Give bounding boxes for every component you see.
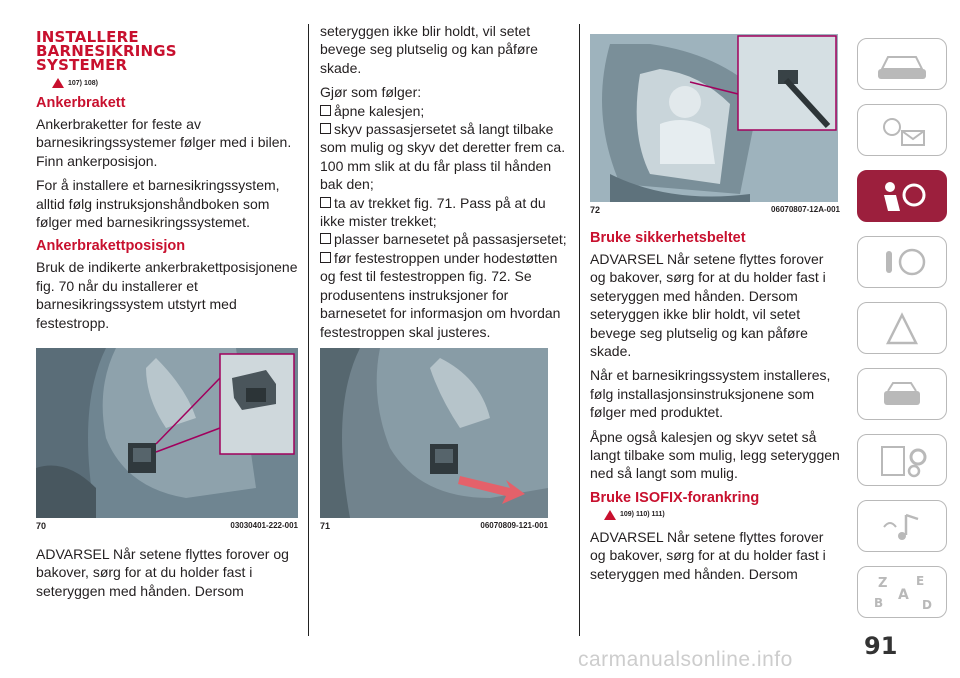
warning-reference: 109) 110) 111) xyxy=(604,510,840,520)
tab-starting-driving[interactable] xyxy=(857,236,947,288)
paragraph-continued: seteryggen ikke blir holdt, vil setet bevege seg plutselig og kan påføre skade. xyxy=(320,23,538,76)
tab-index[interactable] xyxy=(857,566,947,618)
paragraph-belt-warning: ADVARSEL Når setene flyttes forover og bakover, sørg for at du holder fast i seteryggen med hånden. Dersom seteryggen ikke blir holdt, vil setet bevege seg plutselig og kan påføre skade. xyxy=(590,251,826,360)
paragraph-anchor: Ankerbraketter for feste av barnesikringssystemer følger med i bilen. Finn ankerposisjon. xyxy=(36,116,292,169)
warning-reference: 107) 108) xyxy=(52,78,298,88)
tab-multimedia[interactable] xyxy=(857,500,947,552)
checkbox-bullet-icon xyxy=(320,233,331,244)
cover-removal-illustration xyxy=(320,348,548,518)
watermark: carmanualsonline.info xyxy=(578,648,793,671)
figure-70-caption: 70 03030401-222-001 xyxy=(36,521,298,532)
column-divider xyxy=(308,24,309,636)
figure-72 xyxy=(590,34,838,202)
tab-technical-data[interactable] xyxy=(857,434,947,486)
figure-71-wrap xyxy=(320,348,548,531)
paragraph-belt-install: Når et barnesikringssystem installeres, følg installasjonsinstruksjonene som følger med produktet. xyxy=(590,367,831,421)
heading-belt: Bruke sikkerhetsbeltet xyxy=(590,230,746,246)
heading-anchor: Ankerbrakett xyxy=(36,95,126,111)
figure-70 xyxy=(36,348,298,518)
paragraph-position: Bruk de indikerte ankerbrakettposisjonene fig. 70 når du installerer et barnesikringssystem utstyrt med festestropp. xyxy=(36,259,298,331)
svg-text:Z: Z xyxy=(878,576,888,591)
svg-text:D: D xyxy=(922,598,932,612)
tab-warning-lights[interactable] xyxy=(857,104,947,156)
checkbox-bullet-icon xyxy=(320,252,331,263)
column-divider xyxy=(579,24,580,636)
warning-triangle-icon xyxy=(52,78,64,88)
checkbox-bullet-icon xyxy=(320,105,331,116)
multimedia-icon xyxy=(858,501,946,551)
paragraph-belt-open: Åpne også kalesjen og skyv setet så langt tilbake som mulig, legg seteryggen ned så langt som mulig. xyxy=(590,428,840,482)
tether-strap-illustration xyxy=(590,34,838,202)
specs-gear-icon xyxy=(858,435,946,485)
column-2 xyxy=(320,22,570,341)
service-car-icon xyxy=(858,369,946,419)
page-number: 91 xyxy=(864,632,898,660)
steering-key-icon xyxy=(858,237,946,287)
warning-triangle-icon xyxy=(604,510,616,520)
column-3 xyxy=(590,34,840,589)
list-item: skyv passasjersetet så langt tilbake som mulig og skyv det deretter frem ca. 100 mm slik at du får plass til hånden bak den; xyxy=(320,121,566,193)
column-1 xyxy=(36,0,298,606)
figure-71 xyxy=(320,348,548,518)
tab-service[interactable] xyxy=(857,368,947,420)
index-letters-icon xyxy=(858,567,946,617)
list-item: før festestroppen under hodestøtten og fest til festestroppen fig. 72. Se produsentens instruksjoner for barnesetet for informasjon om hvordan festestroppen skal justeres. xyxy=(320,249,561,340)
airbag-child-icon xyxy=(858,171,946,221)
paragraph-warning: ADVARSEL Når setene flyttes forover og bakover, sørg for at du holder fast i seteryggen med hånden. Dersom xyxy=(36,546,289,599)
heading-isofix: Bruke ISOFIX-forankring xyxy=(590,489,760,506)
checkbox-bullet-icon xyxy=(320,197,331,208)
section-title: INSTALLERE BARNESIKRINGS SYSTEMER xyxy=(36,28,177,74)
list-item: ta av trekket fig. 71. Pass på at du ikke mister trekket; xyxy=(320,194,546,230)
list-item: plasser barnesetet på passasjersetet; xyxy=(320,230,570,248)
figure-72-caption: 72 06070807-12A-001 xyxy=(590,205,840,215)
tab-car[interactable] xyxy=(857,38,947,90)
svg-text:B: B xyxy=(874,596,884,610)
heading-position: Ankerbrakettposisjon xyxy=(36,238,186,255)
paragraph-install: For å installere et barnesikringssystem, alltid følg instruksjonshåndboken som følger med barnesikringssystemet. xyxy=(36,177,280,231)
warning-lights-icon xyxy=(858,105,946,155)
tab-emergency[interactable] xyxy=(857,302,947,354)
paragraph-steps-intro: Gjør som følger: xyxy=(320,84,422,101)
svg-text:E: E xyxy=(916,574,925,588)
seat-anchor-illustration xyxy=(36,348,298,518)
paragraph-isofix-warning: ADVARSEL Når setene flyttes forover og bakover, sørg for at du holder fast i seteryggen med hånden. Dersom xyxy=(590,528,826,582)
checkbox-bullet-icon xyxy=(320,123,331,134)
car-icon xyxy=(858,39,946,89)
tab-safety[interactable] xyxy=(857,170,947,222)
road-warning-icon xyxy=(858,303,946,353)
svg-text:A: A xyxy=(898,587,909,603)
figure-71-caption: 71 06070809-121-001 xyxy=(320,521,548,531)
list-item: åpne kalesjen; xyxy=(320,102,570,120)
